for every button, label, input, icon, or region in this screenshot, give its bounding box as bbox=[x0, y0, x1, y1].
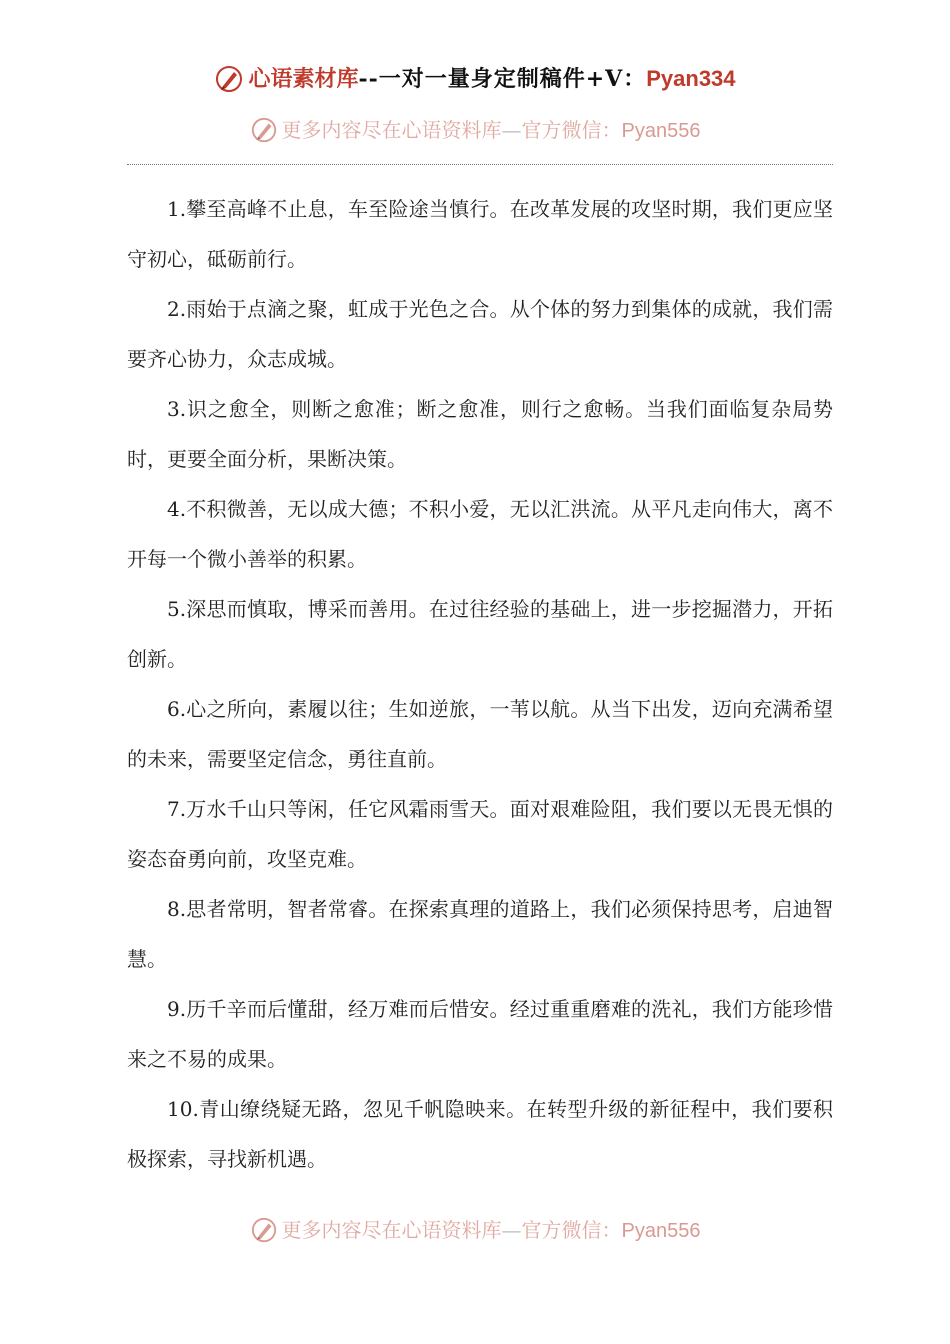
watermark-wechat-id: Pyan556 bbox=[621, 1220, 701, 1242]
quill-pen-logo-icon bbox=[250, 1216, 278, 1244]
paragraph-8: 8.思者常明，智者常睿。在探索真理的道路上，我们必须保持思考，启迪智慧。 bbox=[127, 897, 833, 971]
watermark-label: 官方微信： bbox=[521, 1218, 622, 1242]
paragraph-7: 7.万水千山只等闲，任它风霜雨雪天。面对艰难险阻，我们要以无畏无惧的姿态奋勇向前，攻坚克难。 bbox=[127, 797, 833, 871]
quill-pen-logo-icon bbox=[250, 116, 278, 144]
watermark-bottom bbox=[0, 1214, 950, 1244]
watermark-text: 更多内容尽在心语资料库 bbox=[281, 118, 502, 142]
watermark-label: 官方微信： bbox=[521, 118, 622, 142]
paragraph-3: 3.识之愈全，则断之愈准；断之愈准，则行之愈畅。当我们面临复杂局势时，更要全面分析，果断决策。 bbox=[127, 397, 833, 471]
watermark-separator: — bbox=[501, 1218, 522, 1242]
quill-pen-logo-icon bbox=[214, 64, 244, 94]
watermark-separator: — bbox=[501, 118, 522, 142]
header-slogan: --一对一量身定制稿件+V： bbox=[358, 66, 647, 92]
paragraph-1: 1.攀至高峰不止息，车至险途当慎行。在改革发展的攻坚时期，我们更应坚守初心，砥砺前行。 bbox=[127, 197, 833, 271]
paragraph-10: 10.青山缭绕疑无路，忽见千帆隐映来。在转型升级的新征程中，我们要积极探索，寻找新机遇。 bbox=[127, 1097, 833, 1171]
document-body bbox=[127, 184, 833, 1184]
paragraph-9: 9.历千辛而后懂甜，经万难而后惜安。经过重重磨难的洗礼，我们方能珍惜来之不易的成果。 bbox=[127, 997, 833, 1071]
paragraph-6: 6.心之所向，素履以往；生如逆旅，一苇以航。从当下出发，迈向充满希望的未来，需要坚定信念，勇往直前。 bbox=[127, 697, 833, 771]
header-title bbox=[0, 62, 950, 94]
watermark-text: 更多内容尽在心语资料库 bbox=[281, 1218, 502, 1242]
watermark-wechat-id: Pyan556 bbox=[621, 120, 701, 142]
watermark-top bbox=[0, 114, 950, 144]
paragraph-5: 5.深思而慎取，博采而善用。在过往经验的基础上，进一步挖掘潜力，开拓创新。 bbox=[127, 597, 833, 671]
header-wechat-id: Pyan334 bbox=[646, 66, 736, 91]
header-divider bbox=[127, 164, 833, 165]
paragraph-2: 2.雨始于点滴之聚，虹成于光色之合。从个体的努力到集体的成就，我们需要齐心协力，众志成城。 bbox=[127, 297, 833, 371]
brand-name: 心语素材库 bbox=[248, 66, 359, 92]
paragraph-4: 4.不积微善，无以成大德；不积小爱，无以汇洪流。从平凡走向伟大，离不开每一个微小善举的积累。 bbox=[127, 497, 833, 571]
